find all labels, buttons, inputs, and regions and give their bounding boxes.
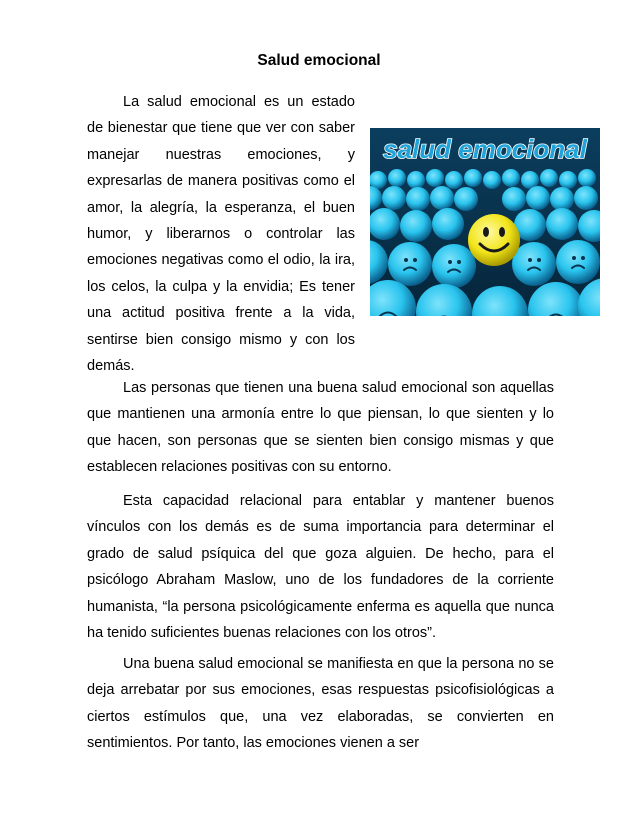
image-banner-text: salud emocional [383, 134, 587, 164]
paragraph-2: Las personas que tienen una buena salud emocional son aquellas que mantienen una armonía entre lo que piensan, lo que sienten y lo que hacen, son personas que se sienten bien consigo mismas y que establecen relaciones positivas con su entorno. [87, 380, 554, 476]
paragraph-4: Una buena salud emocional se manifiesta en que la persona no se deja arrebatar por sus emociones, esas respuestas psicofisiológicas a ciertos estímulos que, una vez elaboradas, se convierten en sentimientos. Por tanto, las emociones vienen a ser [87, 656, 554, 752]
paragraph-1: La salud emocional es un estado de bienestar que tiene que ver con saber manejar nuestras emociones, y expresarlas de manera positivas como el amor, la alegría, la esperanza, el buen humor, y liberarnos o controlar las emociones negativas como el odio, la ira, los celos, la culpa y la envidia; Es tener una actitud positiva frente a la vida, sentirse bien consigo mismo y con los demás. [87, 94, 355, 375]
document-title: Salud emocional [257, 52, 381, 69]
paragraph-3: Esta capacidad relacional para entablar y mantener buenos vínculos con los demás es de suma importancia para determinar el grado de salud psíquica del que goza alguien. De hecho, para el psicólogo Abraham Maslow, uno de los fundadores de la corriente humanista, “la persona psicológicamente enferma es aquella que nunca ha tenido suficientes buenas relaciones con los otros”. [87, 493, 554, 642]
salud-emocional-image [370, 128, 600, 316]
